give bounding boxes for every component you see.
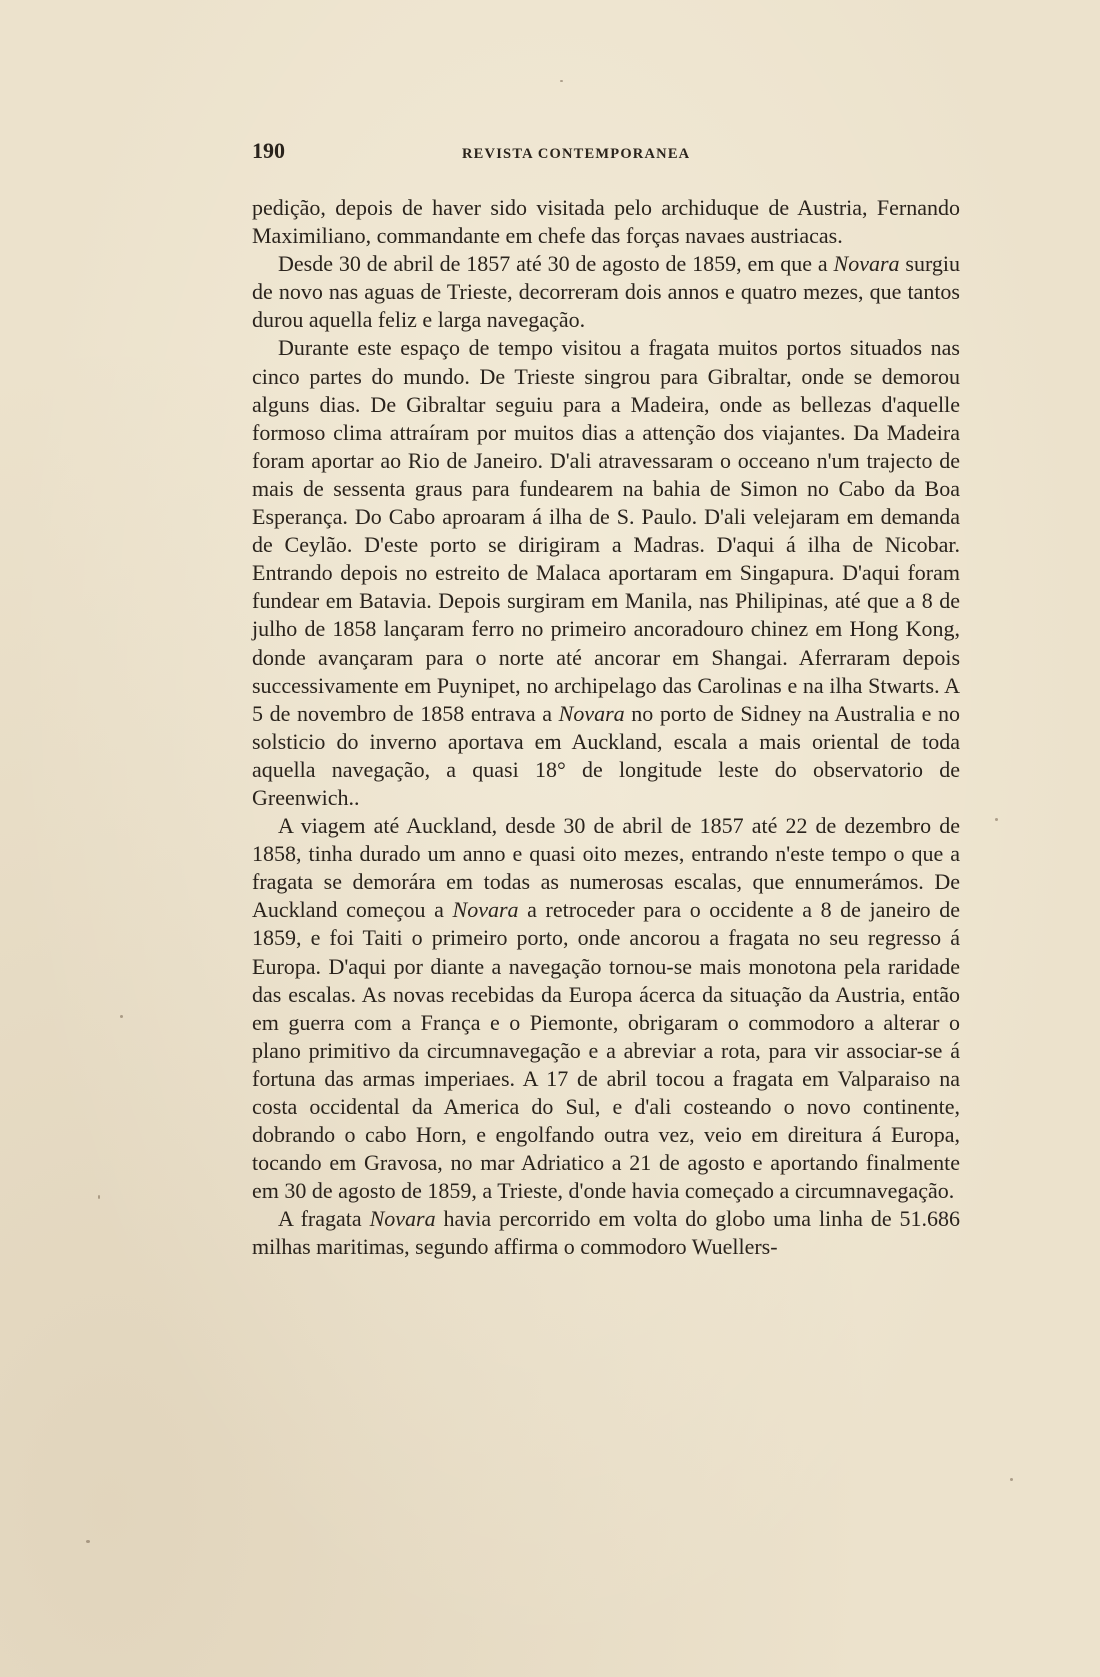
text-run: pedição, depois de haver sido visitada pelo archiduque de Austria, Fernando Maximiliano, commandante em chefe das forças navaes austriacas. xyxy=(252,195,960,249)
text-run: surgiu de novo nas aguas de Trieste, decorreram dois annos e quatro mezes, que tantos durou aquella feliz e larga navegação. xyxy=(252,251,960,333)
ship-name: Novara xyxy=(833,251,900,277)
paragraph-4 xyxy=(252,812,960,1205)
page-number: 190 xyxy=(252,138,285,163)
text-run: Durante este espaço de tempo visitou a fragata muitos portos situados nas cinco partes do mundo. De Trieste singrou para Gibraltar, onde se demorou alguns dias. De Gibraltar seguiu para a Madeira, onde as bellezas d'aquelle formoso clima attraíram por muitos dias a attenção dos viajantes. Da Madeira foram aportar ao Rio de Janeiro. D'ali atravessaram o occeano n'um trajecto de mais de sessenta graus para fundearem na bahia de Simon no Cabo da Boa Esperança. Do Cabo aproaram á ilha de S. Paulo. D'ali velejaram em demanda de Ceylão. D'este porto se dirigiram a Madras. D'aqui á ilha de Nicobar. Entrando depois no estreito de Malaca aportaram em Singapura. D'aqui foram fundear em Batavia. Depois surgiram em Manila, nas Philipinas, até que a 8 de julho de 1858 lançaram ferro no primeiro ancoradouro chinez em Hong Kong, donde avançaram para o norte até ancorar em Shangai. Aferraram depois successivamente em Puynipet, no archipelago das Carolinas e na ilha Stwarts. A 5 de novembro de 1858 entrava a xyxy=(252,335,960,726)
paper-speck xyxy=(98,1195,100,1199)
text-run: A viagem até Auckland, desde 30 de abril de 1857 até 22 de dezembro de 1858, tinha durado um anno e quasi oito mezes, entrando n'este tempo o que a fragata se demorára em todas as numerosas escalas, que ennumerámos. De Auckland começou a xyxy=(252,813,960,923)
paragraph-2 xyxy=(252,250,960,334)
text-run: no porto de Sidney na Australia e no solsticio do inverno aportava em Auckland, escala a mais oriental de toda aquella navegação, a quasi 18° de longitude leste do observatorio de Greenwich.. xyxy=(252,700,960,810)
running-head xyxy=(252,138,960,168)
paragraph-3 xyxy=(252,334,960,812)
ship-name: Novara xyxy=(558,700,625,726)
ship-name: Novara xyxy=(452,897,519,923)
paper-speck xyxy=(86,1540,90,1543)
paper-speck xyxy=(1010,1478,1013,1481)
paragraph-1 xyxy=(252,194,960,250)
journal-title: REVISTA CONTEMPORANEA xyxy=(462,146,691,162)
printed-page xyxy=(252,138,960,1262)
text-run: a retroceder para o occidente a 8 de janeiro de 1859, e foi Taiti o primeiro porto, onde ancorou a fragata no seu regresso á Europa. D'aqui por diante a navegação tornou-se mais monotona pela raridade das escalas. As novas recebidas da Europa ácerca da situação da Austria, então em guerra com a França e o Piemonte, obrigaram o commodoro a alterar o plano primitivo da circumnavegação e a abreviar a rota, para vir associar-se á fortuna das armas imperiaes. A 17 de abril tocou a fragata em Valparaiso na costa occidental da America do Sul, e d'ali costeando o novo continente, dobrando o cabo Horn, e engolfando outra vez, veio em direitura á Europa, tocando em Gravosa, no mar Adriatico a 21 de agosto e aportando finalmente em 30 de agosto de 1859, a Trieste, d'onde havia começado a circumnavegação. xyxy=(252,897,960,1204)
body-text xyxy=(252,194,960,1262)
ship-name: Novara xyxy=(369,1206,436,1232)
paragraph-5 xyxy=(252,1205,960,1261)
paper-speck xyxy=(995,818,998,821)
text-run: Desde 30 de abril de 1857 até 30 de agosto de 1859, em que a xyxy=(278,251,834,277)
text-run: A fragata xyxy=(278,1206,370,1232)
paper-speck xyxy=(560,80,563,82)
text-run: havia percorrido em volta do globo uma linha de 51.686 milhas maritimas, segundo affirma o commodoro Wuellers- xyxy=(252,1206,961,1260)
paper-speck xyxy=(120,1015,123,1018)
